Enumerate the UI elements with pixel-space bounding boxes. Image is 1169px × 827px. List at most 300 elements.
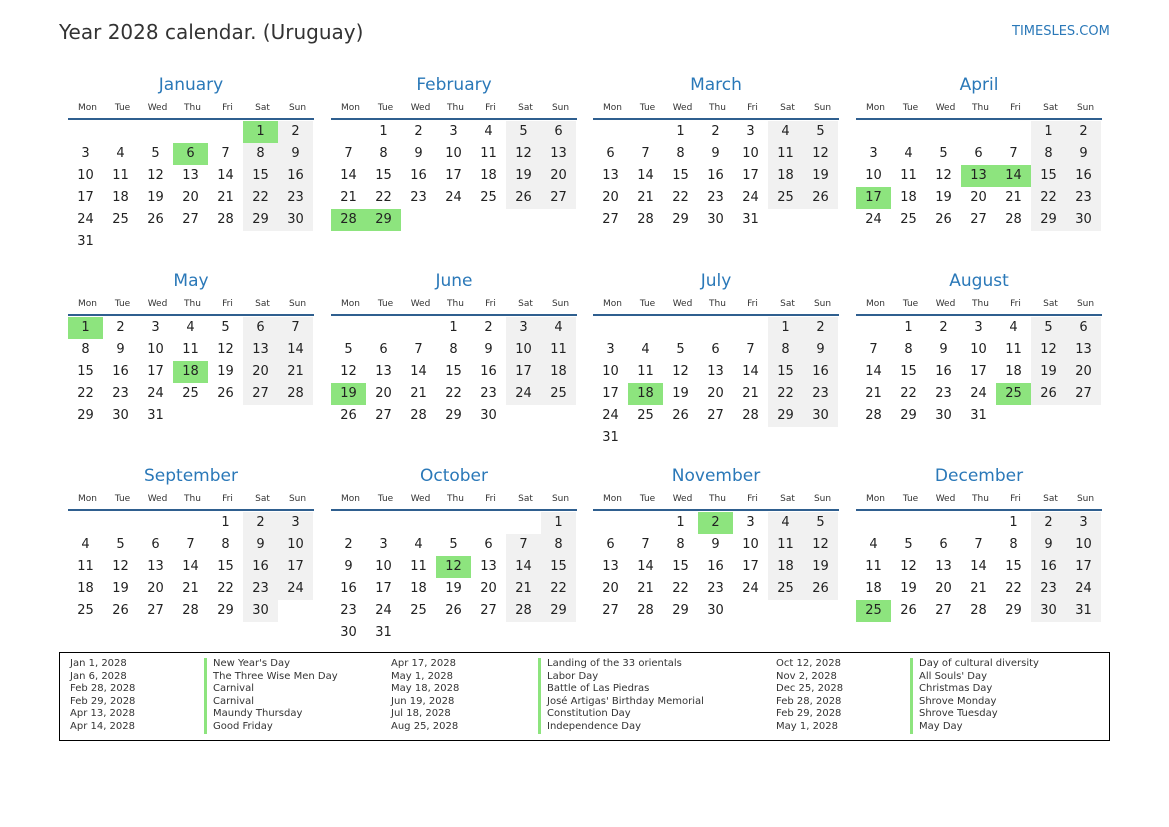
- day-cell: 9: [939, 342, 948, 357]
- day-cell: 18: [865, 581, 882, 596]
- day-cell: 14: [742, 364, 759, 379]
- day-cell: 3: [506, 317, 541, 339]
- day-cell: 2: [243, 512, 278, 534]
- day-cell: 29: [243, 209, 278, 231]
- legend-date: Feb 29, 2028: [70, 695, 136, 707]
- empty-cell: [173, 121, 208, 143]
- day-cell: 26: [112, 603, 129, 618]
- day-cell: 14: [278, 339, 313, 361]
- day-cell: 14: [182, 559, 199, 574]
- day-cell: 22: [541, 578, 576, 600]
- month-name: May: [173, 271, 209, 291]
- weekday-header: [595, 294, 839, 314]
- day-cell: 7: [1009, 146, 1018, 161]
- day-cell: 24: [742, 190, 759, 205]
- day-cell: 10: [77, 168, 94, 183]
- weekday-label: Mon: [866, 299, 885, 309]
- day-cell: 3: [278, 512, 313, 534]
- day-cell: 11: [410, 559, 427, 574]
- weekday-label: Sun: [1076, 103, 1095, 113]
- legend-holiday-name: Landing of the 33 orientals: [538, 658, 704, 671]
- day-cell: 10: [1066, 534, 1101, 556]
- day-cell: 15: [900, 364, 917, 379]
- empty-cell: [593, 317, 628, 339]
- month-name: February: [416, 75, 492, 95]
- day-cell: 25: [768, 187, 803, 209]
- day-cell: 16: [707, 168, 724, 183]
- day-cell: 18: [541, 361, 576, 383]
- day-cell: 27: [1066, 383, 1101, 405]
- day-cell: 16: [803, 361, 838, 383]
- weekday-label: Sun: [288, 299, 307, 309]
- holiday-day-cell: 25: [856, 600, 891, 622]
- day-cell: 4: [641, 342, 650, 357]
- day-cell: 27: [480, 603, 497, 618]
- day-cell: 16: [480, 364, 497, 379]
- day-cell: 12: [506, 143, 541, 165]
- day-cell: 6: [1066, 317, 1101, 339]
- weekday-label: Fri: [747, 299, 758, 309]
- month-name: August: [949, 271, 1009, 291]
- day-cell: 7: [344, 146, 353, 161]
- empty-cell: [506, 512, 541, 534]
- day-cell: 9: [344, 559, 353, 574]
- month-name: January: [158, 75, 224, 95]
- empty-cell: [401, 317, 436, 339]
- legend-holiday-name: Shrove Tuesday: [910, 708, 1039, 721]
- month-divider: [68, 509, 314, 511]
- day-cell: 18: [410, 581, 427, 596]
- day-cell: 13: [935, 559, 952, 574]
- day-cell: 9: [711, 537, 720, 552]
- empty-cell: [856, 317, 891, 339]
- day-grid: [331, 512, 577, 644]
- day-cell: 17: [506, 361, 541, 383]
- month-divider: [68, 118, 314, 120]
- day-cell: 29: [900, 408, 917, 423]
- empty-cell: [138, 512, 173, 534]
- day-cell: 17: [147, 364, 164, 379]
- weekday-header: [70, 98, 314, 118]
- day-cell: 15: [1031, 165, 1066, 187]
- day-cell: 20: [375, 386, 392, 401]
- weekday-header: [70, 294, 314, 314]
- month-divider: [331, 118, 577, 120]
- page-title: Year 2028 calendar. (Uruguay): [59, 20, 364, 44]
- day-cell: 19: [445, 581, 462, 596]
- weekday-header: [70, 489, 314, 509]
- month-february: [331, 72, 577, 231]
- day-cell: 16: [935, 364, 952, 379]
- legend-holiday-name: Constitution Day: [538, 708, 704, 721]
- day-cell: 21: [865, 386, 882, 401]
- day-cell: 21: [970, 581, 987, 596]
- day-cell: 31: [602, 430, 619, 445]
- month-may: [68, 268, 314, 427]
- holiday-day-cell: 13: [961, 165, 996, 187]
- day-cell: 29: [1031, 209, 1066, 231]
- weekday-label: Tue: [639, 494, 656, 504]
- day-cell: 19: [112, 581, 129, 596]
- legend-date: Apr 14, 2028: [70, 720, 136, 732]
- day-cell: 5: [344, 342, 353, 357]
- day-cell: 24: [375, 603, 392, 618]
- weekday-label: Thu: [709, 103, 726, 113]
- day-grid: [68, 512, 314, 622]
- site-link[interactable]: TIMESLES.COM: [1012, 24, 1110, 39]
- weekday-label: Sun: [288, 103, 307, 113]
- day-cell: 25: [112, 212, 129, 227]
- day-cell: 21: [217, 190, 234, 205]
- legend-holiday-name: Christmas Day: [910, 683, 1039, 696]
- day-cell: 18: [112, 190, 129, 205]
- weekday-label: Mon: [603, 299, 622, 309]
- day-cell: 8: [676, 146, 685, 161]
- legend-date: May 1, 2028: [391, 670, 454, 682]
- day-cell: 3: [379, 537, 388, 552]
- legend-date: Dec 25, 2028: [776, 683, 844, 695]
- day-cell: 15: [768, 361, 803, 383]
- day-cell: 24: [77, 212, 94, 227]
- weekday-label: Tue: [114, 299, 131, 309]
- weekday-label: Fri: [222, 103, 233, 113]
- day-cell: 13: [541, 143, 576, 165]
- day-cell: 9: [1066, 143, 1101, 165]
- day-cell: 19: [803, 556, 838, 578]
- day-cell: 22: [768, 383, 803, 405]
- day-cell: 18: [900, 190, 917, 205]
- empty-cell: [331, 512, 366, 534]
- day-cell: 30: [112, 408, 129, 423]
- day-cell: 5: [221, 320, 230, 335]
- day-cell: 16: [1066, 165, 1101, 187]
- day-cell: 3: [606, 342, 615, 357]
- day-cell: 23: [480, 386, 497, 401]
- weekday-label: Sun: [551, 103, 570, 113]
- weekday-label: Tue: [377, 103, 394, 113]
- day-cell: 2: [803, 317, 838, 339]
- day-cell: 23: [935, 386, 952, 401]
- day-cell: 19: [217, 364, 234, 379]
- day-cell: 22: [672, 581, 689, 596]
- day-cell: 29: [445, 408, 462, 423]
- weekday-label: Sat: [518, 103, 533, 113]
- day-cell: 22: [900, 386, 917, 401]
- legend-holiday-name: Labor Day: [538, 671, 704, 684]
- legend-holiday-name: May Day: [910, 721, 1039, 734]
- day-cell: 27: [541, 187, 576, 209]
- day-cell: 25: [637, 408, 654, 423]
- day-cell: 9: [278, 143, 313, 165]
- day-cell: 11: [865, 559, 882, 574]
- day-cell: 29: [77, 408, 94, 423]
- legend-holiday-name: New Year's Day: [204, 658, 338, 671]
- month-divider: [593, 314, 839, 316]
- day-cell: 17: [375, 581, 392, 596]
- legend-date: May 18, 2028: [391, 683, 460, 695]
- month-name: March: [690, 75, 742, 95]
- day-cell: 17: [77, 190, 94, 205]
- day-cell: 30: [707, 603, 724, 618]
- day-cell: 20: [602, 581, 619, 596]
- legend-holiday-name: Carnival: [204, 696, 338, 709]
- day-cell: 3: [1066, 512, 1101, 534]
- day-cell: 11: [77, 559, 94, 574]
- day-cell: 1: [676, 124, 685, 139]
- month-june: [331, 268, 577, 427]
- weekday-label: Tue: [639, 299, 656, 309]
- day-cell: 9: [414, 146, 423, 161]
- day-cell: 12: [147, 168, 164, 183]
- day-cell: 6: [606, 146, 615, 161]
- day-cell: 20: [602, 190, 619, 205]
- day-cell: 13: [707, 364, 724, 379]
- day-cell: 23: [707, 190, 724, 205]
- month-divider: [593, 118, 839, 120]
- weekday-label: Wed: [410, 494, 431, 504]
- day-cell: 22: [672, 190, 689, 205]
- day-cell: 26: [900, 603, 917, 618]
- month-divider: [331, 314, 577, 316]
- day-grid: [856, 317, 1102, 427]
- day-cell: 14: [637, 559, 654, 574]
- day-cell: 11: [112, 168, 129, 183]
- day-cell: 3: [974, 320, 983, 335]
- day-grid: [331, 317, 577, 427]
- day-cell: 7: [641, 146, 650, 161]
- day-cell: 16: [410, 168, 427, 183]
- day-cell: 7: [869, 342, 878, 357]
- day-cell: 6: [974, 146, 983, 161]
- holiday-day-cell: 1: [243, 121, 278, 143]
- weekday-label: Sat: [518, 494, 533, 504]
- day-cell: 5: [116, 537, 125, 552]
- day-cell: 26: [803, 578, 838, 600]
- empty-cell: [926, 512, 961, 534]
- day-cell: 3: [449, 124, 458, 139]
- month-divider: [856, 118, 1102, 120]
- day-cell: 2: [484, 320, 493, 335]
- day-cell: 7: [506, 534, 541, 556]
- empty-cell: [628, 121, 663, 143]
- weekday-label: Mon: [341, 299, 360, 309]
- day-cell: 26: [1031, 383, 1066, 405]
- day-cell: 4: [904, 146, 913, 161]
- legend-date: Feb 29, 2028: [776, 708, 842, 720]
- day-cell: 23: [340, 603, 357, 618]
- day-cell: 28: [217, 212, 234, 227]
- day-cell: 17: [970, 364, 987, 379]
- day-cell: 5: [1031, 317, 1066, 339]
- legend-date-column: [70, 658, 135, 734]
- day-cell: 20: [243, 361, 278, 383]
- empty-cell: [856, 512, 891, 534]
- day-cell: 29: [768, 405, 803, 427]
- weekday-label: Thu: [447, 103, 464, 113]
- day-cell: 15: [1005, 559, 1022, 574]
- day-cell: 28: [970, 603, 987, 618]
- holiday-day-cell: 14: [996, 165, 1031, 187]
- weekday-label: Sun: [813, 299, 832, 309]
- month-september: [68, 463, 314, 622]
- weekday-label: Fri: [1010, 103, 1021, 113]
- day-cell: 7: [641, 537, 650, 552]
- month-august: [856, 268, 1102, 427]
- day-cell: 12: [672, 364, 689, 379]
- day-cell: 31: [375, 625, 392, 640]
- day-cell: 14: [970, 559, 987, 574]
- day-cell: 15: [445, 364, 462, 379]
- day-cell: 3: [746, 124, 755, 139]
- day-cell: 13: [480, 559, 497, 574]
- day-cell: 7: [414, 342, 423, 357]
- day-cell: 30: [803, 405, 838, 427]
- day-cell: 10: [742, 146, 759, 161]
- weekday-label: Fri: [485, 494, 496, 504]
- weekday-label: Mon: [341, 494, 360, 504]
- day-cell: 11: [541, 339, 576, 361]
- day-cell: 26: [935, 212, 952, 227]
- empty-cell: [926, 121, 961, 143]
- weekday-label: Fri: [485, 299, 496, 309]
- day-cell: 27: [182, 212, 199, 227]
- weekday-header: [858, 489, 1102, 509]
- day-cell: 10: [278, 534, 313, 556]
- weekday-label: Wed: [410, 103, 431, 113]
- day-cell: 4: [81, 537, 90, 552]
- day-cell: 26: [506, 187, 541, 209]
- month-divider: [856, 314, 1102, 316]
- day-cell: 8: [221, 537, 230, 552]
- holiday-day-cell: 2: [698, 512, 733, 534]
- weekday-label: Sat: [780, 103, 795, 113]
- day-cell: 12: [935, 168, 952, 183]
- legend-date: Oct 12, 2028: [776, 658, 841, 669]
- empty-cell: [593, 121, 628, 143]
- day-cell: 24: [742, 581, 759, 596]
- day-cell: 6: [243, 317, 278, 339]
- day-cell: 3: [746, 515, 755, 530]
- day-cell: 1: [221, 515, 230, 530]
- weekday-label: Sat: [255, 103, 270, 113]
- day-cell: 24: [1066, 578, 1101, 600]
- day-cell: 24: [506, 383, 541, 405]
- month-divider: [68, 314, 314, 316]
- month-march: [593, 72, 839, 231]
- day-cell: 9: [243, 534, 278, 556]
- day-cell: 6: [541, 121, 576, 143]
- day-cell: 17: [1066, 556, 1101, 578]
- empty-cell: [856, 121, 891, 143]
- weekday-label: Mon: [866, 103, 885, 113]
- day-cell: 14: [217, 168, 234, 183]
- empty-cell: [593, 512, 628, 534]
- day-cell: 11: [900, 168, 917, 183]
- day-cell: 13: [375, 364, 392, 379]
- weekday-label: Mon: [603, 103, 622, 113]
- empty-cell: [628, 512, 663, 534]
- holiday-day-cell: 18: [173, 361, 208, 383]
- day-cell: 13: [602, 168, 619, 183]
- holiday-legend: [59, 652, 1110, 741]
- day-cell: 23: [112, 386, 129, 401]
- day-cell: 8: [1009, 537, 1018, 552]
- day-cell: 27: [147, 603, 164, 618]
- day-cell: 24: [278, 578, 313, 600]
- weekday-header: [595, 98, 839, 118]
- day-cell: 20: [1066, 361, 1101, 383]
- day-cell: 5: [904, 537, 913, 552]
- day-cell: 25: [410, 603, 427, 618]
- day-cell: 26: [340, 408, 357, 423]
- day-cell: 5: [151, 146, 160, 161]
- day-cell: 15: [672, 168, 689, 183]
- day-cell: 28: [637, 603, 654, 618]
- legend-date: Feb 28, 2028: [776, 695, 842, 707]
- weekday-label: Fri: [222, 299, 233, 309]
- holiday-day-cell: 12: [436, 556, 471, 578]
- day-cell: 17: [278, 556, 313, 578]
- day-cell: 9: [803, 339, 838, 361]
- month-divider: [856, 509, 1102, 511]
- day-cell: 7: [974, 537, 983, 552]
- day-cell: 22: [375, 190, 392, 205]
- weekday-label: Tue: [639, 103, 656, 113]
- weekday-label: Tue: [114, 494, 131, 504]
- weekday-label: Fri: [1010, 299, 1021, 309]
- day-cell: 27: [707, 408, 724, 423]
- empty-cell: [68, 121, 103, 143]
- day-cell: 23: [803, 383, 838, 405]
- weekday-label: Sat: [1043, 103, 1058, 113]
- day-cell: 29: [672, 603, 689, 618]
- day-cell: 11: [182, 342, 199, 357]
- legend-date: Jan 1, 2028: [70, 658, 127, 669]
- day-grid: [68, 121, 314, 253]
- weekday-label: Wed: [935, 494, 956, 504]
- day-cell: 15: [672, 559, 689, 574]
- day-cell: 25: [480, 190, 497, 205]
- month-december: [856, 463, 1102, 622]
- day-cell: 11: [768, 534, 803, 556]
- day-cell: 20: [480, 581, 497, 596]
- day-cell: 26: [217, 386, 234, 401]
- weekday-header: [333, 489, 577, 509]
- day-cell: 10: [742, 537, 759, 552]
- day-cell: 29: [672, 212, 689, 227]
- day-cell: 25: [182, 386, 199, 401]
- day-cell: 15: [375, 168, 392, 183]
- day-cell: 31: [1066, 600, 1101, 622]
- day-cell: 7: [221, 146, 230, 161]
- day-cell: 30: [935, 408, 952, 423]
- legend-holiday-name: Maundy Thursday: [204, 708, 338, 721]
- day-cell: 8: [768, 339, 803, 361]
- weekday-label: Mon: [78, 299, 97, 309]
- weekday-label: Tue: [902, 103, 919, 113]
- empty-cell: [961, 121, 996, 143]
- day-cell: 8: [1031, 143, 1066, 165]
- legend-holiday-name: Independence Day: [538, 721, 704, 734]
- month-name: July: [700, 271, 732, 291]
- day-cell: 18: [480, 168, 497, 183]
- day-cell: 11: [768, 143, 803, 165]
- weekday-label: Sun: [813, 103, 832, 113]
- weekday-label: Sat: [1043, 299, 1058, 309]
- weekday-label: Wed: [935, 103, 956, 113]
- empty-cell: [103, 121, 138, 143]
- day-cell: 10: [506, 339, 541, 361]
